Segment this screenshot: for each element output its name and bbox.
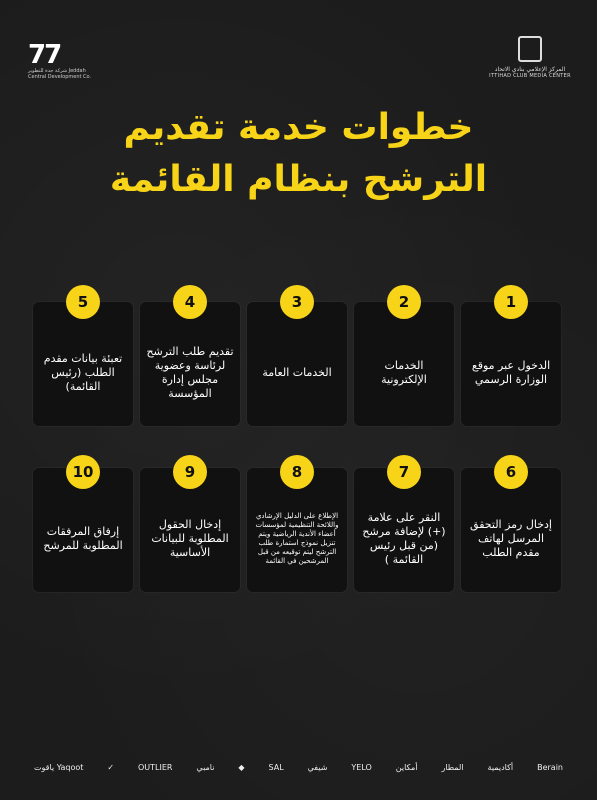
step-text: إرفاق المرفقات المطلوبة للمرشح [43, 525, 123, 552]
step-number-2: 2 [387, 285, 421, 319]
jeddah-central-logo [28, 42, 98, 82]
title-line-2: الترشح بنظام القائمة [109, 159, 488, 200]
step-text: إدخال رمز التحقق المرسل لهاتف مقدم الطلب [470, 518, 552, 559]
step-text: تقديم طلب الترشح لرئاسة وعضوية مجلس إدارة المؤسسة [146, 345, 234, 400]
step-text: الإطلاع على الدليل الإرشادي واللائحة التنظيمية لمؤسسات أعضاء الأندية الرياضية ويتم تنزيل نموذج استمارة طلب الترشح ليتم توقيعه من قبل المرشحين في القائمة [255, 512, 339, 565]
step-number-1: 1 [494, 285, 528, 319]
step-number-5: 5 [66, 285, 100, 319]
sponsor-logo: Berain [537, 762, 563, 772]
step-text: الخدمات العامة [262, 366, 332, 379]
step-number-3: 3 [280, 285, 314, 319]
sponsor-logo: ◆ [238, 762, 245, 772]
sponsor-logo: ياقوت Yaqoot [34, 762, 84, 772]
sponsor-logos [34, 755, 563, 779]
step-card-4 [140, 302, 240, 426]
club-crest-icon [518, 36, 542, 62]
sponsor-logo: YELO [351, 762, 372, 772]
step-text: الدخول عبر موقع الوزارة الرسمي [471, 359, 551, 386]
step-card-2 [354, 302, 454, 426]
media-center-en: ITTIHAD CLUB MEDIA CENTER [489, 73, 571, 79]
ittihad-media-logo [485, 36, 575, 79]
step-card-5 [33, 302, 133, 426]
sponsor-logo: شيفي [307, 762, 328, 772]
sponsor-logo: ✓ [107, 762, 115, 772]
title-line-1: خطوات خدمة تقديم [123, 107, 474, 148]
step-number-4: 4 [173, 285, 207, 319]
step-number-7: 7 [387, 455, 421, 489]
step-text: تعبئة بيانات مقدم الطلب (رئيس القائمة) [43, 352, 123, 393]
sponsor-logo: SAL [268, 762, 284, 772]
step-card-3 [247, 302, 347, 426]
sponsor-logo: أمكاين [395, 762, 418, 772]
logo-mark: 77 [28, 40, 61, 70]
step-number-10: 10 [66, 455, 100, 489]
sponsor-logo: أكاديمية [487, 762, 514, 772]
page-title [0, 102, 597, 206]
sponsor-logo: المطار [441, 762, 464, 772]
sponsor-logo: نامبي [196, 762, 215, 772]
logo-text: شركة جدة للتطوير Jeddah Central Development Co. [28, 68, 92, 80]
sponsor-logo: OUTLIER [138, 762, 173, 772]
step-text: إدخال الحقول المطلوبة للبيانات الأساسية [151, 518, 229, 559]
step-number-6: 6 [494, 455, 528, 489]
step-number-8: 8 [280, 455, 314, 489]
step-text: الخدمات الإلكترونية [381, 359, 427, 386]
step-number-9: 9 [173, 455, 207, 489]
step-text: النقر على علامة (+) لإضافة مرشح (من قبل رئيس القائمة ) [362, 511, 446, 566]
step-card-1 [461, 302, 561, 426]
media-center-ar: المركز الإعلامي بنادي الاتحاد [494, 66, 566, 73]
